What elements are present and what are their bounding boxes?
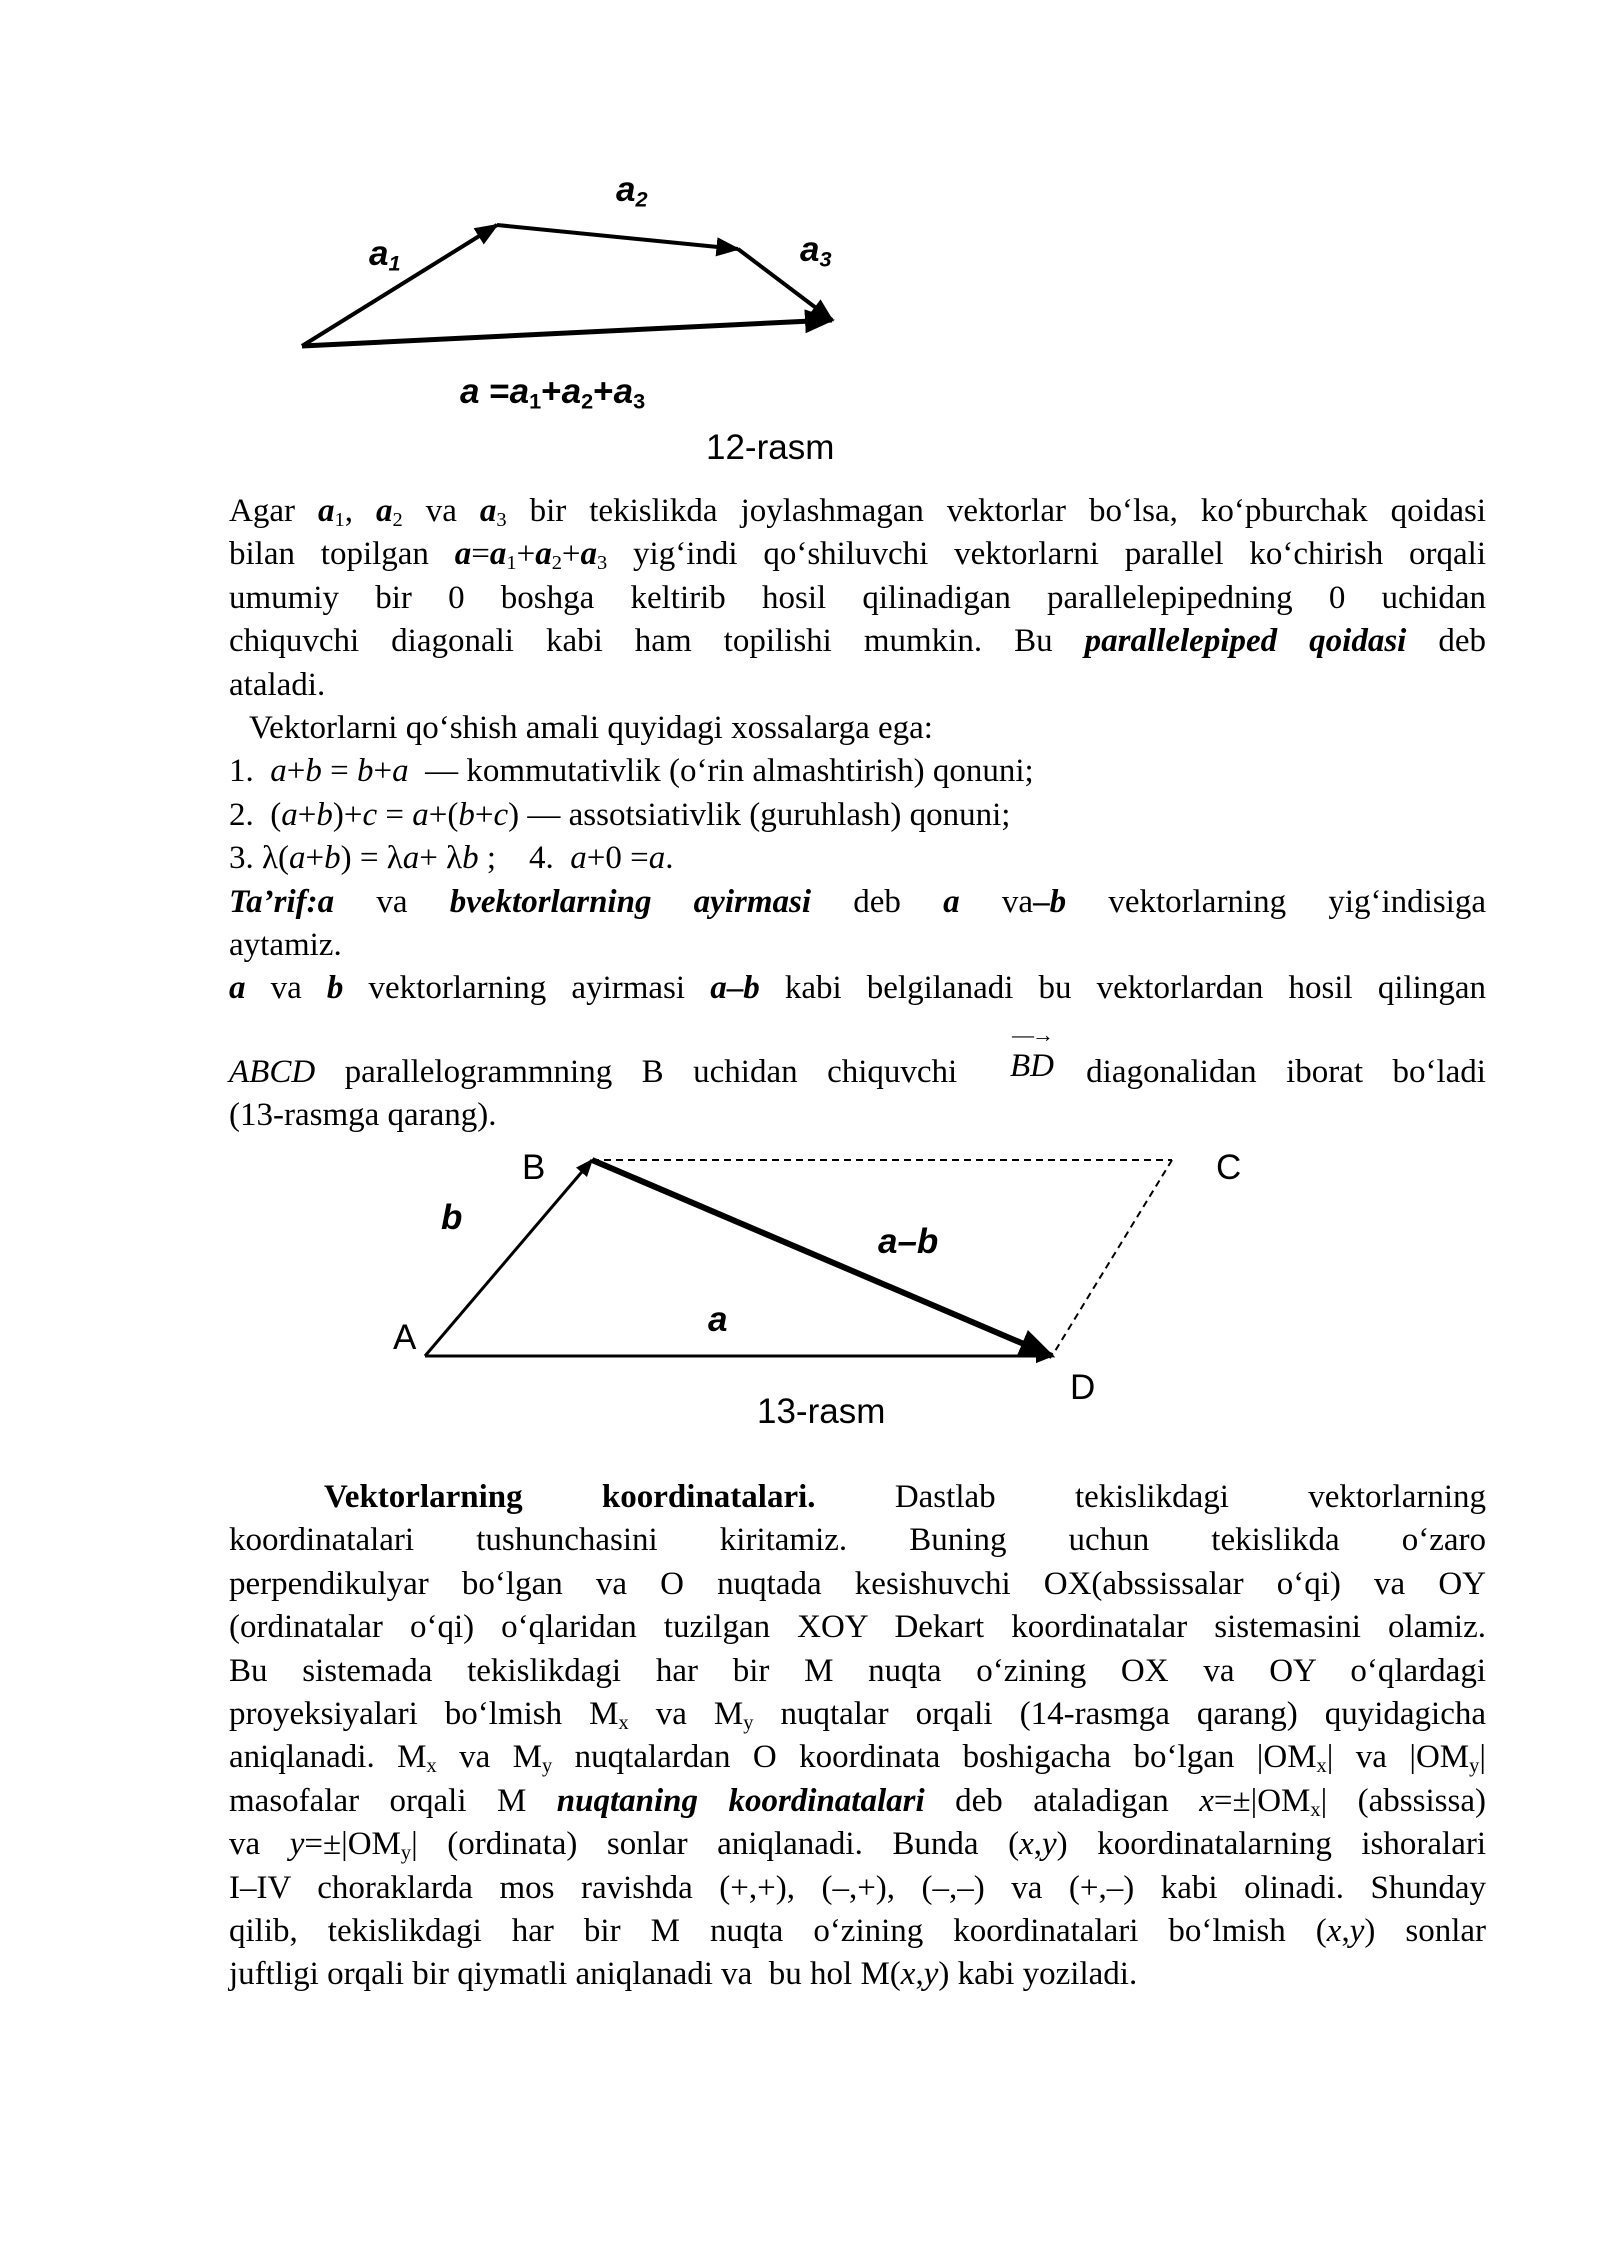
text-line: umumiy bir 0 boshga keltirib hosil qilinadigan parallelepipedning 0 uchidan bbox=[229, 579, 1486, 616]
text-line: koordinatalari tushunchasini kiritamiz. Buning uchun tekislikda o‘zaro bbox=[229, 1522, 1486, 1559]
label-a1: $a_1$ bbox=[369, 234, 401, 276]
vector-arrow-icon: —→ bbox=[1012, 1022, 1052, 1047]
vector-a-minus-b bbox=[592, 1160, 1052, 1356]
text-line: a va b vektorlarning ayirmasi a–b kabi belgilanadi bu vektorlardan hosil qilingan bbox=[229, 970, 1486, 1007]
paragraph-vector-addition bbox=[229, 490, 1486, 1138]
text-line: (13-rasmga qarang). bbox=[229, 1097, 497, 1134]
bd-label: BD bbox=[1010, 1048, 1054, 1084]
text-line: ABCD parallelogrammning B uchidan chiquvchi diagonalidan iborat bo‘ladi bbox=[229, 1053, 1486, 1090]
label-a3: $a_3$ bbox=[800, 230, 832, 272]
list-item-1: 1. a+b = b+a — kommutativlik (o‘rin almashtirish) qonuni; bbox=[229, 753, 1034, 790]
section-heading-line: Vektorlarning koordinatalari. Dastlab tekislikdagi vektorlarning bbox=[324, 1479, 1486, 1515]
dashed-cd bbox=[1052, 1160, 1172, 1356]
text-line: va $y=\pm|OM_y|$ (ordinata) sonlar aniqlanadi. Bunda (x,y) koordinatalarning ishoralari bbox=[229, 1826, 1486, 1865]
paragraph-vector-coordinates bbox=[229, 1476, 1486, 1997]
vector-b bbox=[425, 1160, 592, 1356]
point-label-b: B bbox=[522, 1148, 546, 1187]
text-line: ataladi. bbox=[229, 666, 326, 703]
vector-label-a-minus-b: a–b bbox=[878, 1222, 939, 1261]
text-line: perpendikulyar bo‘lgan va O nuqtada kesishuvchi OX(abssissalar o‘qi) va OY bbox=[229, 1565, 1486, 1602]
text-line: aytamiz. bbox=[229, 927, 342, 964]
text-line: aniqlanadi. $M_x$ va $M_y$ nuqtalardan O koordinata boshigacha bo‘lgan $|OM_x|$ va $|OM_y|$ bbox=[229, 1739, 1486, 1778]
text-line: qilib, tekislikdagi har bir M nuqta o‘zining koordinatalari bo‘lmish (x,y) sonlar bbox=[229, 1913, 1487, 1950]
bd-vector-symbol bbox=[1010, 1022, 1054, 1085]
text-line: I–IV choraklarda mos ravishda (+,+), (–,+), (–,–) va (+,–) kabi olinadi. Shunday bbox=[229, 1869, 1486, 1906]
vector-label-b: b bbox=[441, 1198, 463, 1237]
text-line: Vektorlarni qo‘shish amali quyidagi xossalarga ega: bbox=[249, 710, 933, 747]
vector-a-sum bbox=[302, 320, 832, 346]
list-item-2: 2. (a+b)+c = a+(b+c) — assotsiativlik (guruhlash) qonuni; bbox=[229, 796, 1011, 833]
point-label-c: C bbox=[1216, 1148, 1242, 1187]
formula-a-sum: $a =a_1+a_2+a_3$ bbox=[460, 372, 646, 414]
definition-line: Ta’rif:a va bvektorlarning ayirmasi deb a va–b vektorlarning yig‘indisiga bbox=[229, 883, 1486, 920]
vector-a2 bbox=[497, 225, 738, 249]
text-line: chiquvchi diagonali kabi ham topilishi mumkin. Bu parallelepiped qoidasi deb bbox=[229, 623, 1487, 660]
text-line: Bu sistemada tekislikdagi har bir M nuqta o‘zining OX va OY o‘qlardagi bbox=[229, 1652, 1486, 1689]
text-line: bilan topilgan $a=a_1+a_2+a_3$ yig‘indi qo‘shiluvchi vektorlarni parallel ko‘chirish orqali bbox=[229, 536, 1486, 575]
figure-13 bbox=[425, 1160, 1172, 1356]
point-label-d: D bbox=[1070, 1368, 1096, 1407]
list-item-3-4: 3. λ(a+b) = λa+ λb ; 4. a+0 =a. bbox=[229, 840, 674, 877]
figure-12-caption: 12-rasm bbox=[706, 428, 835, 467]
label-a2: $a_2$ bbox=[616, 170, 648, 212]
text-line: Agar $a_1$, $a_2$ va $a_3$ bir tekislikda joylashmagan vektorlar bo‘lsa, ko‘pburchak qoidasi bbox=[229, 493, 1486, 532]
text-line: juftligi orqali bir qiymatli aniqlanadi va bu hol M(x,y) kabi yoziladi. bbox=[229, 1956, 1138, 1993]
text-line: (ordinatalar o‘qi) o‘qlaridan tuzilgan XOY Dekart koordinatalar sistemasini olamiz. bbox=[229, 1609, 1486, 1646]
figure-13-caption: 13-rasm bbox=[757, 1392, 886, 1431]
text-line: masofalar orqali M nuqtaning koordinatalari deb ataladigan $x=\pm|OM_x|$ (abssissa) bbox=[229, 1782, 1486, 1821]
point-label-a: A bbox=[393, 1318, 417, 1357]
text-line: proyeksiyalari bo‘lmish $M_x$ va $M_y$ nuqtalar orqali (14-rasmga qarang) quyidagicha bbox=[229, 1696, 1486, 1735]
vector-label-a: a bbox=[708, 1300, 728, 1339]
